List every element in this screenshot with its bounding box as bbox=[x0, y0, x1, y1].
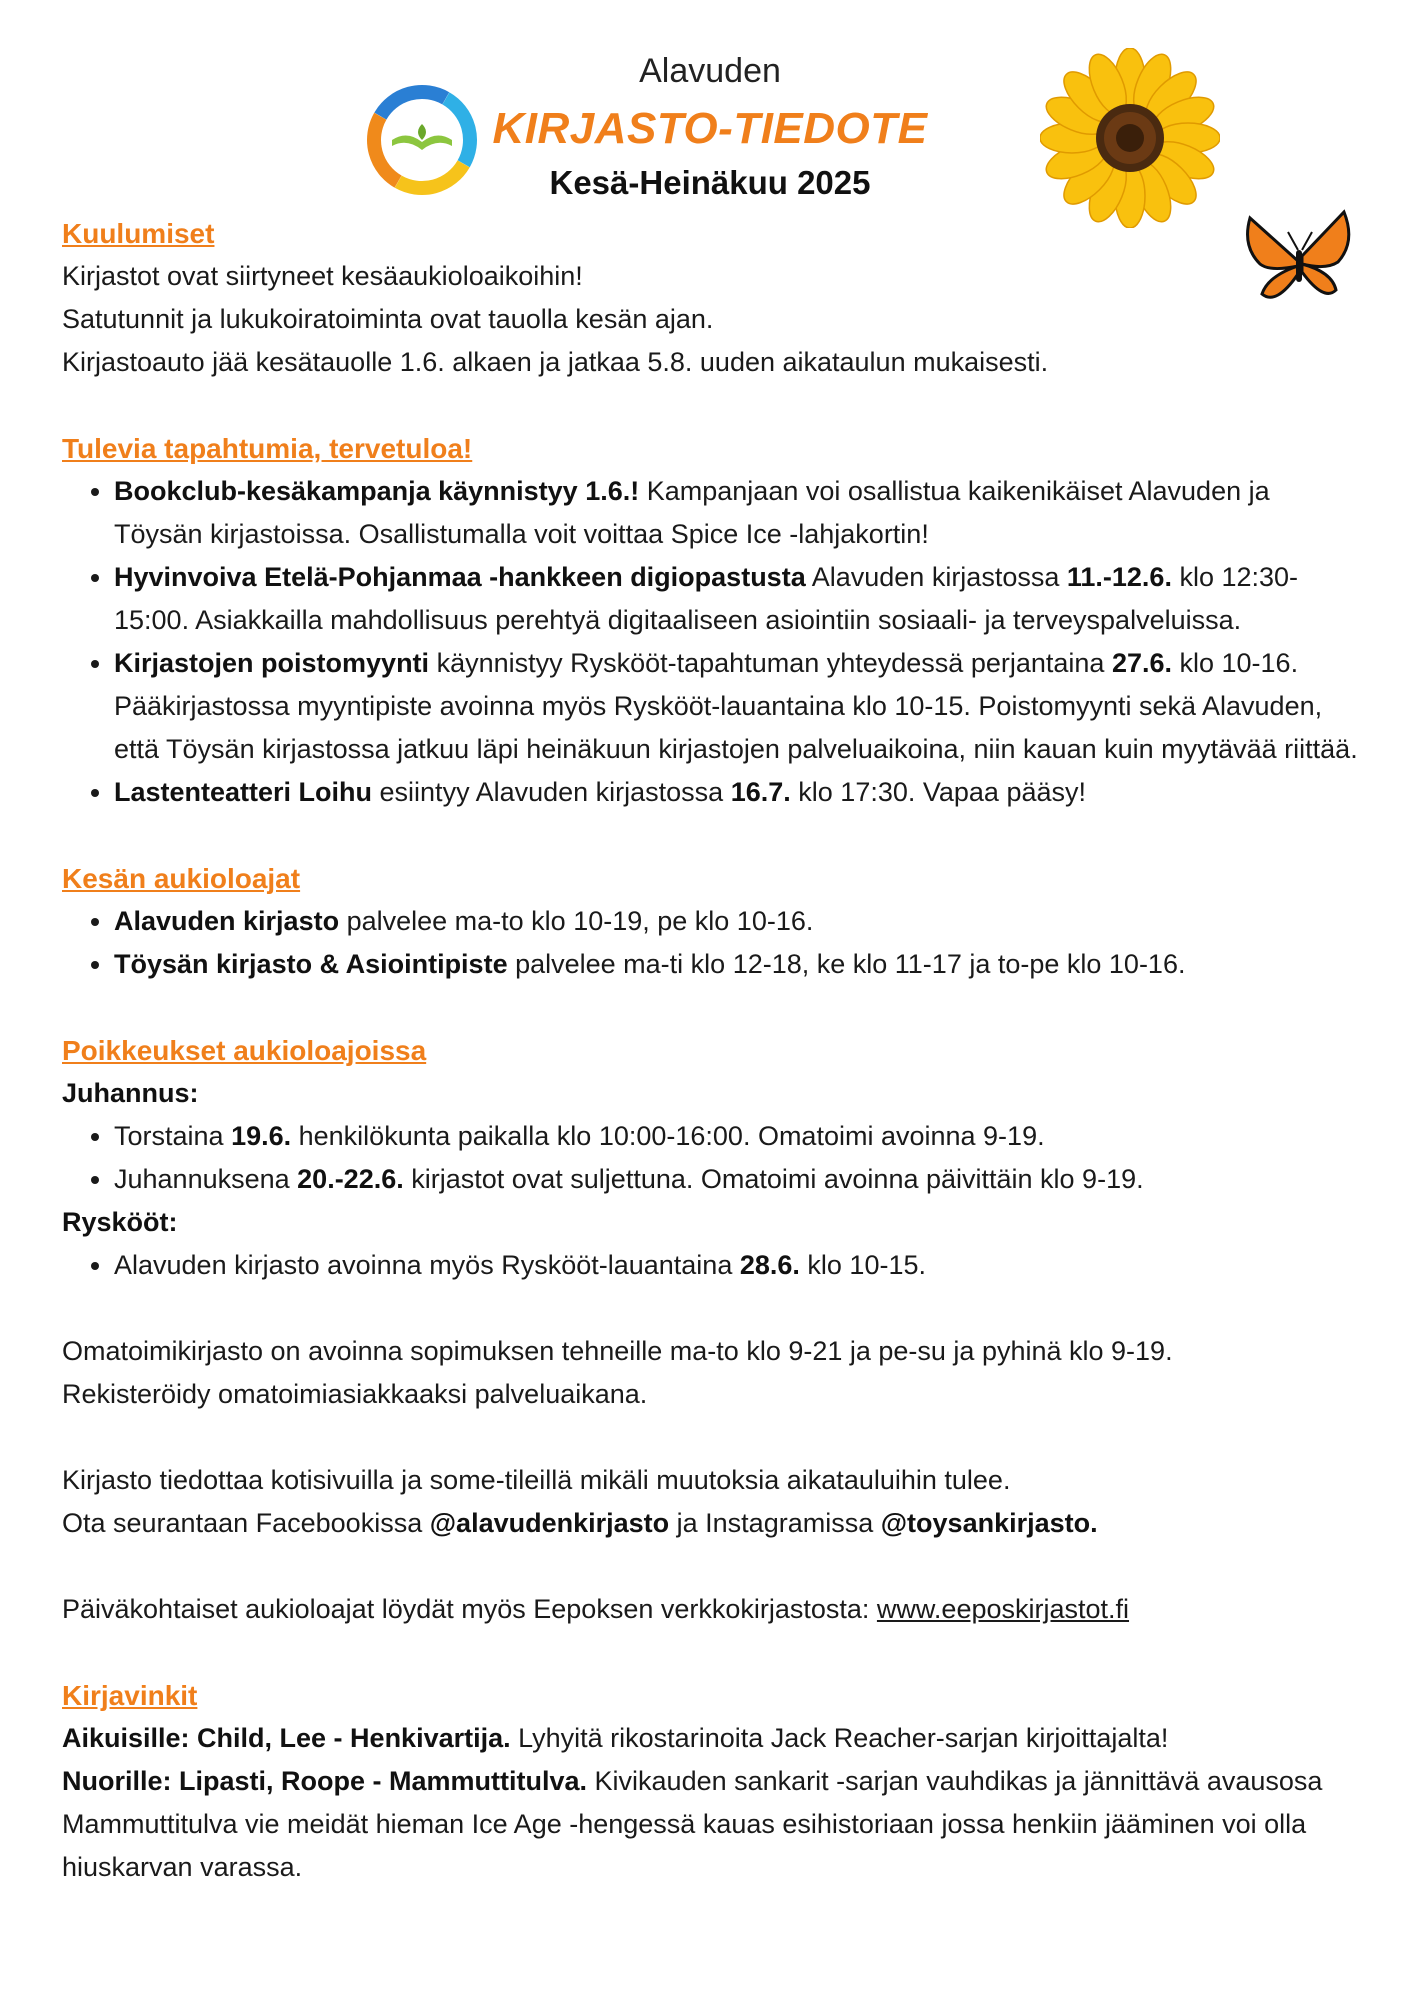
eepos-link[interactable]: www.eeposkirjastot.fi bbox=[876, 1594, 1130, 1624]
list-item: • Bookclub-kesäkampanja käynnistyy 1.6.! Kampanjaan voi osallistua kaikenikäiset Alavuden ja Töysän kirjastoissa. Osallistumalla voit voittaa Spice Ice -lahjakortin! bbox=[114, 470, 1362, 556]
list-item: • Alavuden kirjasto avoinna myös Ryskööt-lauantaina 28.6. klo 10-15. bbox=[114, 1244, 1362, 1287]
selfservice-line-2: Rekisteröidy omatoimiasiakkaaksi palveluaikana. bbox=[62, 1379, 648, 1409]
events-list bbox=[62, 470, 1362, 814]
section-heading-events: Tulevia tapahtumia, tervetuloa! bbox=[62, 433, 473, 464]
online-line: Päiväkohtaiset aukioloajat löydät myös Eepoksen verkkokirjastosta: www.eeposkirjastot.fi bbox=[62, 1594, 1130, 1624]
sunflower-icon bbox=[1040, 48, 1220, 228]
header-town: Alavuden bbox=[639, 52, 781, 90]
social-line-2: Ota seurantaan Facebookissa @alavudenkirjasto ja Instagramissa @toysankirjasto. bbox=[62, 1508, 1098, 1538]
library-logo-icon bbox=[362, 80, 482, 200]
header-title: KIRJASTO-TIEDOTE bbox=[492, 104, 928, 153]
section-heading-hours: Kesän aukioloajat bbox=[62, 863, 301, 894]
list-item: • Töysän kirjasto & Asiointipiste palvelee ma-ti klo 12-18, ke klo 11-17 ja to-pe klo 10-16. bbox=[114, 943, 1362, 986]
instagram-handle: @toysankirjasto. bbox=[880, 1508, 1098, 1538]
section-heading-news: Kuulumiset bbox=[62, 218, 215, 249]
ryskoot-label: Ryskööt: bbox=[62, 1207, 178, 1237]
facebook-handle: @alavudenkirjasto bbox=[429, 1508, 670, 1538]
news-line-1: Kirjastot ovat siirtyneet kesäaukioloaikoihin! bbox=[62, 261, 583, 291]
midsummer-list bbox=[62, 1115, 1362, 1201]
news-line-2: Satutunnit ja lukukoiratoiminta ovat tauolla kesän ajan. bbox=[62, 304, 714, 334]
hours-list bbox=[62, 900, 1362, 986]
main-content bbox=[62, 212, 1362, 1889]
list-item: • Lastenteatteri Loihu esiintyy Alavuden kirjastossa 16.7. klo 17:30. Vapaa pääsy! bbox=[114, 771, 1362, 814]
header-period: Kesä-Heinäkuu 2025 bbox=[549, 164, 871, 201]
section-heading-books: Kirjavinkit bbox=[62, 1680, 198, 1711]
list-item: • Hyvinvoiva Etelä-Pohjanmaa -hankkeen digiopastusta Alavuden kirjastossa 11.-12.6. klo 12:30-15:00. Asiakkailla mahdollisuus perehtyä digitaaliseen asiointiin sosiaali- ja terveyspalveluissa. bbox=[114, 556, 1362, 642]
news-line-3: Kirjastoauto jää kesätauolle 1.6. alkaen ja jatkaa 5.8. uuden aikataulun mukaisesti. bbox=[62, 347, 1049, 377]
list-item: • Juhannuksena 20.-22.6. kirjastot ovat suljettuna. Omatoimi avoinna päivittäin klo 9-19. bbox=[114, 1158, 1362, 1201]
list-item: • Torstaina 19.6. henkilökunta paikalla klo 10:00-16:00. Omatoimi avoinna 9-19. bbox=[114, 1115, 1362, 1158]
list-item: • Alavuden kirjasto palvelee ma-to klo 10-19, pe klo 10-16. bbox=[114, 900, 1362, 943]
books-youth: Nuorille: Lipasti, Roope - Mammuttitulva. Kivikauden sankarit -sarjan vauhdikas ja jännittävä avausosa Mammuttitulva vie meidät hieman Ice Age -hengessä kauas esihistoriaan jossa henkiin jääminen voi olla hiuskarvan varassa. bbox=[62, 1766, 1323, 1882]
ryskoot-list bbox=[62, 1244, 1362, 1287]
list-item: • Kirjastojen poistomyynti käynnistyy Ryskööt-tapahtuman yhteydessä perjantaina 27.6. klo 10-16. Pääkirjastossa myyntipiste avoinna myös Ryskööt-lauantaina klo 10-15. Poistomyynti sekä Alavuden, että Töysän kirjastossa jatkuu läpi heinäkuun kirjastojen palveluaikoina, niin kauan kuin myytävää riittää. bbox=[114, 642, 1362, 771]
selfservice-line-1: Omatoimikirjasto on avoinna sopimuksen tehneille ma-to klo 9-21 ja pe-su ja pyhinä klo 9-19. bbox=[62, 1336, 1173, 1366]
midsummer-label: Juhannus: bbox=[62, 1078, 199, 1108]
section-heading-exceptions: Poikkeukset aukioloajoissa bbox=[62, 1035, 427, 1066]
social-line-1: Kirjasto tiedottaa kotisivuilla ja some-tileillä mikäli muutoksia aikatauluihin tulee. bbox=[62, 1465, 1011, 1495]
books-adults: Aikuisille: Child, Lee - Henkivartija. Lyhyitä rikostarinoita Jack Reacher-sarjan kirjoittajalta! bbox=[62, 1723, 1169, 1753]
